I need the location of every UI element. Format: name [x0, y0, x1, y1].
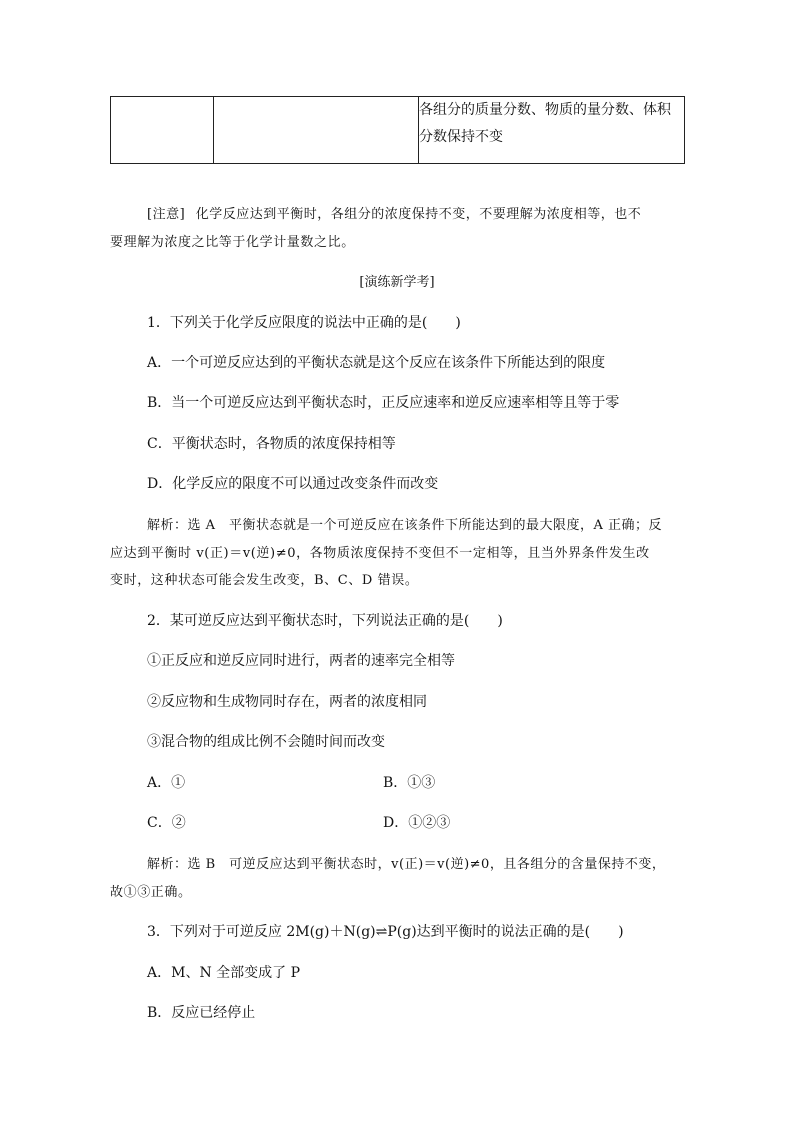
- q1-analysis-line-1: 解析：选 A 平衡状态就是一个可逆反应在该条件下所能达到的最大限度，A 正确；反: [147, 518, 663, 533]
- q2-statement-3: ③混合物的组成比例不会随时间而改变: [147, 734, 385, 750]
- note-label: [注意]: [147, 207, 186, 222]
- comparison-table-fragment: [110, 96, 685, 164]
- q2-option-c: C．②: [147, 815, 186, 831]
- table-cell-text: 各组分的质量分数、物质的量分数、体积分数保持不变: [419, 97, 685, 164]
- q2-option-b: B．①③: [383, 775, 436, 791]
- q3-option-a: A．M、N 全部变成了 P: [147, 965, 301, 981]
- q3-stem: 3．下列对于可逆反应 2M(g)＋N(g)⇌P(g)达到平衡时的说法正确的是( ): [147, 924, 624, 940]
- section-title: [演练新学考]: [359, 275, 435, 290]
- note-line-1: [147, 203, 641, 222]
- q1-option-d: D．化学反应的限度不可以通过改变条件而改变: [147, 476, 439, 492]
- q1-option-b: B．当一个可逆反应达到平衡状态时，正反应速率和逆反应速率相等且等于零: [147, 395, 620, 411]
- table-cell-empty-1: [111, 97, 214, 164]
- q3-option-b: B．反应已经停止: [147, 1005, 256, 1021]
- q2-statement-1: ①正反应和逆反应同时进行，两者的速率完全相等: [147, 653, 455, 669]
- table-cell-empty-2: [214, 97, 419, 164]
- q2-option-a: A．①: [147, 775, 186, 791]
- q1-analysis-line-3: 变时，这种状态可能会发生改变，B、C、D 错误。: [110, 573, 419, 588]
- q1-analysis-line-2: 应达到平衡时 v(正)＝v(逆)≠0，各物质浓度保持不变但不一定相等，且当外界条件发生改: [110, 546, 650, 561]
- q2-analysis-line-1: 解析：选 B 可逆反应达到平衡状态时，v(正)＝v(逆)≠0，且各组分的含量保持不变，: [147, 857, 666, 872]
- q1-stem: 1．下列关于化学反应限度的说法中正确的是( ): [147, 315, 461, 331]
- table-row: [111, 97, 685, 164]
- q2-option-d: D．①②③: [383, 815, 451, 831]
- q2-analysis-line-2: 故①③正确。: [110, 885, 192, 900]
- q2-statement-2: ②反应物和生成物同时存在，两者的浓度相同: [147, 694, 427, 710]
- q2-stem: 2．某可逆反应达到平衡状态时，下列说法正确的是( ): [147, 613, 503, 629]
- note-text-1: 化学反应达到平衡时，各组分的浓度保持不变，不要理解为浓度相等，也不: [195, 207, 642, 222]
- q1-option-c: C．平衡状态时，各物质的浓度保持相等: [147, 436, 396, 452]
- note-line-2: 要理解为浓度之比等于化学计量数之比。: [110, 235, 355, 250]
- q1-option-a: A．一个可逆反应达到的平衡状态就是这个反应在该条件下所能达到的限度: [147, 355, 606, 371]
